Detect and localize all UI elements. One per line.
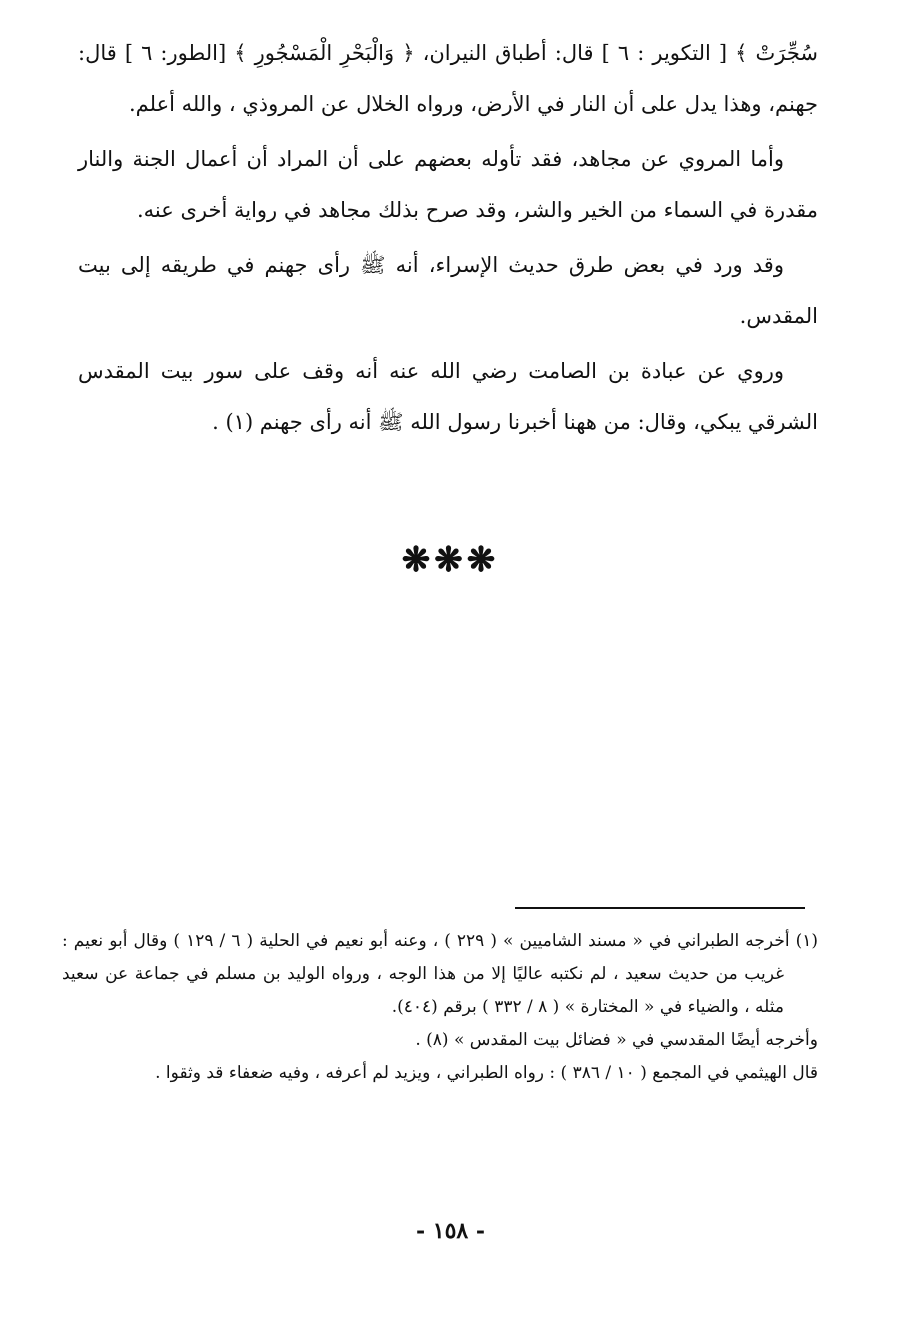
main-text <box>78 28 818 448</box>
footnote-continuation-haythami: قال الهيثمي في المجمع ( ١٠ / ٣٨٦ ) : رواه الطبراني ، ويزيد لم أعرفه ، وفيه ضعفاء قد وثقوا . <box>155 1063 818 1083</box>
footnote-divider <box>515 907 805 909</box>
footnotes <box>62 925 818 1090</box>
paragraph-mujahid: وأما المروي عن مجاهد، فقد تأوله بعضهم على أن المراد أن أعمال الجنة والنار مقدرة في السماء من الخير والشر، وقد صرح بذلك مجاهد في رواية أخرى عنه. <box>78 147 818 222</box>
section-separator-stars: ❋❋❋ <box>401 540 500 580</box>
page-number: - ١٥٨ - <box>415 1218 486 1244</box>
footnote-1: (١) أخرجه الطبراني في « مسند الشاميين » ( ٢٢٩ ) ، وعنه أبو نعيم في الحلية ( ٦ / ١٢٩ ) وقال أبو نعيم : غريب من حديث سعيد ، لم نكتبه عاليًا إلا من هذا الوجه ، ورواه الوليد بن مسلم في جماعة عن سعيد مثله ، والضياء في « المختارة » ( ٨ / ٣٣٢ ) برقم (٤٠٤). <box>62 931 819 1017</box>
paragraph-ubada: وروي عن عبادة بن الصامت رضي الله عنه أنه وقف على سور بيت المقدس الشرقي يبكي، وقال: من ههنا أخبرنا رسول الله ﷺ أنه رأى جهنم (١) . <box>78 359 818 434</box>
footnote-continuation-maqdisi: وأخرجه أيضًا المقدسي في « فضائل بيت المقدس » (٨) . <box>415 1030 818 1050</box>
paragraph-isra: وقد ورد في بعض طرق حديث الإسراء، أنه ﷺ رأى جهنم في طريقه إلى بيت المقدس. <box>78 253 818 328</box>
paragraph-quran-commentary: سُجِّرَتْ ﴾ [ التكوير : ٦ ] قال: أطباق النيران، ﴿ وَالْبَحْرِ الْمَسْجُورِ ﴾ [الطور: ٦ ] قال: جهنم، وهذا يدل على أن النار في الأرض، ورواه الخلال عن المروذي ، والله أعلم. <box>78 41 819 116</box>
